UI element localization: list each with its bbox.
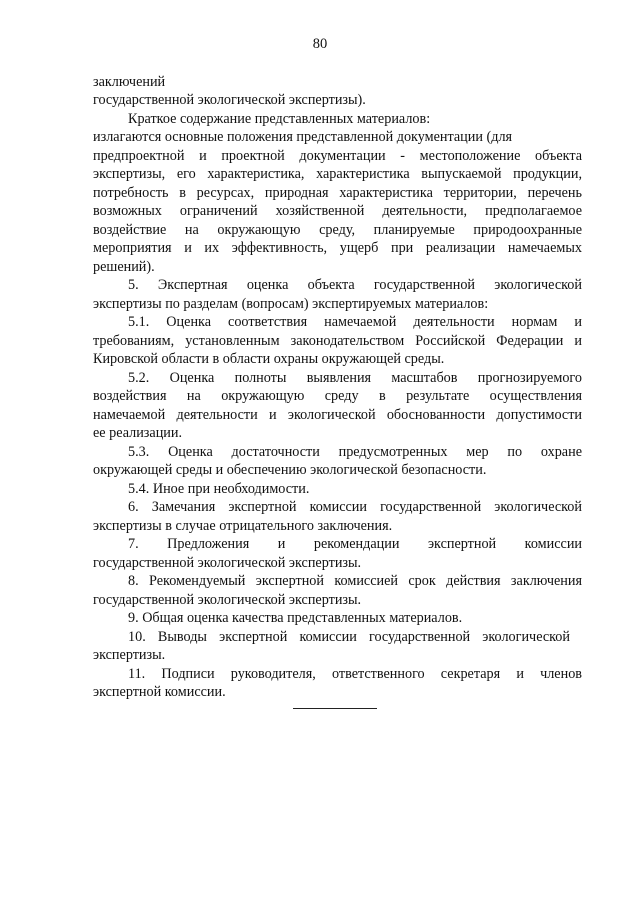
text-line: потребность в ресурсах, природная характеристика территории, перечень: [93, 185, 582, 201]
text-line: экспертизы по разделам (вопросам) экспертируемых материалов:: [93, 296, 489, 312]
text-line: 5.2. Оценка полноты выявления масштабов прогнозируемого: [128, 370, 582, 386]
text-line: окружающей среды и обеспечению экологической безопасности.: [93, 462, 487, 478]
text-line: мероприятия и их эффективность, ущерб при реализации намечаемых: [93, 240, 582, 256]
text-line: экспертизы в случае отрицательного заключения.: [93, 518, 393, 534]
text-line: государственной экологической экспертизы.: [93, 592, 362, 608]
text-line: государственной экологической экспертизы).: [93, 92, 366, 108]
text-line: 6. Замечания экспертной комиссии государственной экологической: [128, 499, 582, 515]
text-line: Кировской области в области охраны окружающей среды.: [93, 351, 445, 367]
text-line: экспертизы, его характеристика, характеристика выпускаемой продукции,: [93, 166, 582, 182]
text-line: ее реализации.: [93, 425, 183, 441]
text-line: 5. Экспертная оценка объекта государственной экологической: [128, 277, 582, 293]
text-line: государственной экологической экспертизы.: [93, 555, 362, 571]
text-line: предпроектной и проектной документации - местоположение объекта: [93, 148, 582, 164]
text-line: 11. Подписи руководителя, ответственного секретаря и членов: [128, 666, 582, 682]
text-line: воздействия на окружающую среду в результате осуществления: [93, 388, 582, 404]
text-line: воздействие на окружающую среду, планируемые природоохранные: [93, 222, 582, 238]
text-line: 10. Выводы экспертной комиссии государственной экологической: [128, 629, 570, 645]
text-line: возможных ограничений хозяйственной деятельности, предполагаемое: [93, 203, 582, 219]
text-line: решений).: [93, 259, 155, 275]
text-line: 5.3. Оценка достаточности предусмотренных мер по охране: [128, 444, 582, 460]
text-line: требованиям, установленным законодательством Российской Федерации и: [93, 333, 582, 349]
separator-line: [293, 708, 377, 709]
text-line: 5.1. Оценка соответствия намечаемой деятельности нормам и: [128, 314, 582, 330]
text-line: заключений: [93, 74, 166, 90]
text-line: 9. Общая оценка качества представленных материалов.: [128, 610, 463, 626]
text-line: излагаются основные положения представленной документации (для: [93, 129, 513, 145]
text-line: Краткое содержание представленных материалов:: [128, 111, 431, 127]
text-line: экспертной комиссии.: [93, 684, 226, 700]
page-number: 80: [312, 36, 328, 52]
text-line: 7. Предложения и рекомендации экспертной комиссии: [128, 536, 582, 552]
text-line: 8. Рекомендуемый экспертной комиссией срок действия заключения: [128, 573, 582, 589]
text-line: 5.4. Иное при необходимости.: [128, 481, 310, 497]
text-line: экспертизы.: [93, 647, 166, 663]
text-line: намечаемой деятельности и экологической обоснованности допустимости: [93, 407, 582, 423]
